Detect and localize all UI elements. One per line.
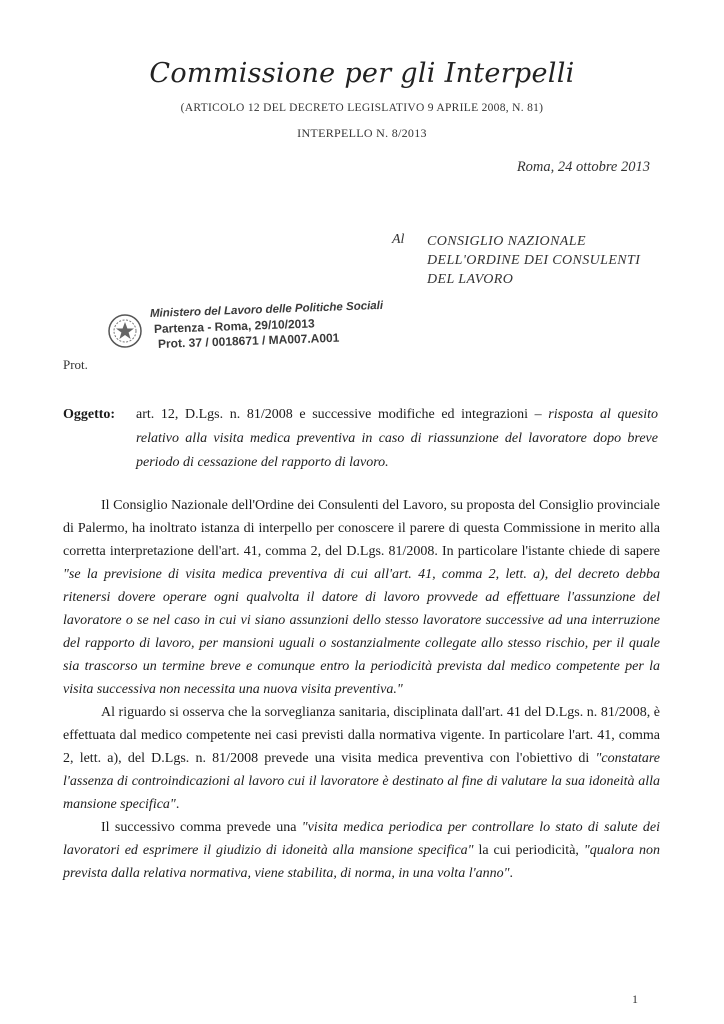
paragraph-2-text: Al riguardo si osserva che la sorveglianza sanitaria, disciplinata dall'art. 41 del D.Lgs. n. 81/2008, è effettuata dal medico competente nei casi previsti dalla normativa vigente. In particolare l'art. 41, comma 2, lett. a), del D.Lgs. n. 81/2008 prevede una visita medica preventiva con l'obiettivo di bbox=[63, 705, 660, 766]
subject-text bbox=[136, 403, 658, 475]
paragraph-3 bbox=[63, 816, 660, 885]
subject-italic: risposta al quesito relativo alla visita medica preventiva in caso di riassunzione del lavoratore dopo breve periodo di cessazione del rapporto di lavoro. bbox=[136, 407, 658, 470]
stamp-protocol-number: Prot. 37 / 0018671 / MA007.A001 bbox=[157, 330, 340, 351]
subject-plain: art. 12, D.Lgs. n. 81/2008 e successive modifiche ed integrazioni – bbox=[136, 407, 549, 422]
stamp-ministry: Ministero del Lavoro delle Politiche Sociali bbox=[149, 299, 384, 320]
paragraph-2-quote: "constatare l'assenza di controindicazioni al lavoro cui il lavoratore è destinato al fine di valutare la sua idoneità alla mansione specifica" bbox=[63, 751, 660, 812]
date-line: Roma, 24 ottobre 2013 bbox=[516, 159, 650, 175]
protocol-stamp bbox=[149, 299, 384, 352]
letter-body bbox=[63, 494, 660, 885]
commission-title: Commissione per gli Interpelli bbox=[149, 58, 575, 89]
republic-emblem-icon bbox=[107, 313, 143, 349]
subject-label: Oggetto: bbox=[63, 407, 116, 422]
recipient-line: DEL LAVORO bbox=[427, 272, 514, 287]
recipient-line: CONSIGLIO NAZIONALE bbox=[427, 234, 586, 249]
paragraph-2 bbox=[63, 701, 660, 816]
decree-subtitle: (ARTICOLO 12 DEL DECRETO LEGISLATIVO 9 APRILE 2008, N. 81) bbox=[180, 102, 544, 114]
subject-block bbox=[63, 403, 658, 475]
paragraph-3-quote-2: "qualora non prevista dalla relativa normativa, viene stabilita, di norma, in una volta l'anno" bbox=[63, 843, 660, 881]
paragraph-3-quote: "visita medica periodica per controllare lo stato di salute dei lavoratori ed esprimere il giudizio di idoneità alla mansione specifica" bbox=[63, 820, 660, 858]
paragraph-1 bbox=[63, 494, 660, 701]
paragraph-1-text: Il Consiglio Nazionale dell'Ordine dei Consulenti del Lavoro, su proposta del Consiglio provinciale di Palermo, ha inoltrato istanza di interpello per conoscere il parere di questa Commissione in merito alla corretta interpretazione dell'art. 41, comma 2, del D.Lgs. 81/2008. In particolare l'istante chiede di sapere bbox=[63, 498, 660, 559]
paragraph-2-end: . bbox=[175, 797, 180, 812]
paragraph-1-quote: "se la previsione di visita medica preventiva di cui all'art. 41, comma 2, lett. a), del decreto debba ritenersi dovere operare ogni qualvolta il datore di lavoro provvede ad effettuare l'assunzione del lavoratore o se nel caso in cui vi siano assunzioni dello stesso lavoratore successive ad una interruzione del rapporto di lavoro, per mansioni uguali o sostanzialmente collegate allo stesso rischio, per il quale sia trascorso un termine breve e comunque entro la periodicità prevista dal medico competente per la visita successiva non necessita una nuova visita preventiva." bbox=[63, 567, 660, 697]
recipient-line: DELL'ORDINE DEI CONSULENTI bbox=[427, 253, 641, 268]
paragraph-3-mid: la cui periodicità, bbox=[473, 843, 584, 858]
prot-label: Prot. bbox=[63, 357, 88, 372]
recipient-prefix: Al bbox=[392, 232, 405, 247]
recipient-block bbox=[427, 232, 640, 289]
stamp-departure: Partenza - Roma, 29/10/2013 bbox=[153, 316, 315, 336]
interpello-number: INTERPELLO N. 8/2013 bbox=[297, 126, 427, 140]
page-number: 1 bbox=[632, 992, 638, 1006]
paragraph-3-text: Il successivo comma prevede una bbox=[101, 820, 302, 835]
paragraph-3-end: . bbox=[509, 866, 513, 881]
